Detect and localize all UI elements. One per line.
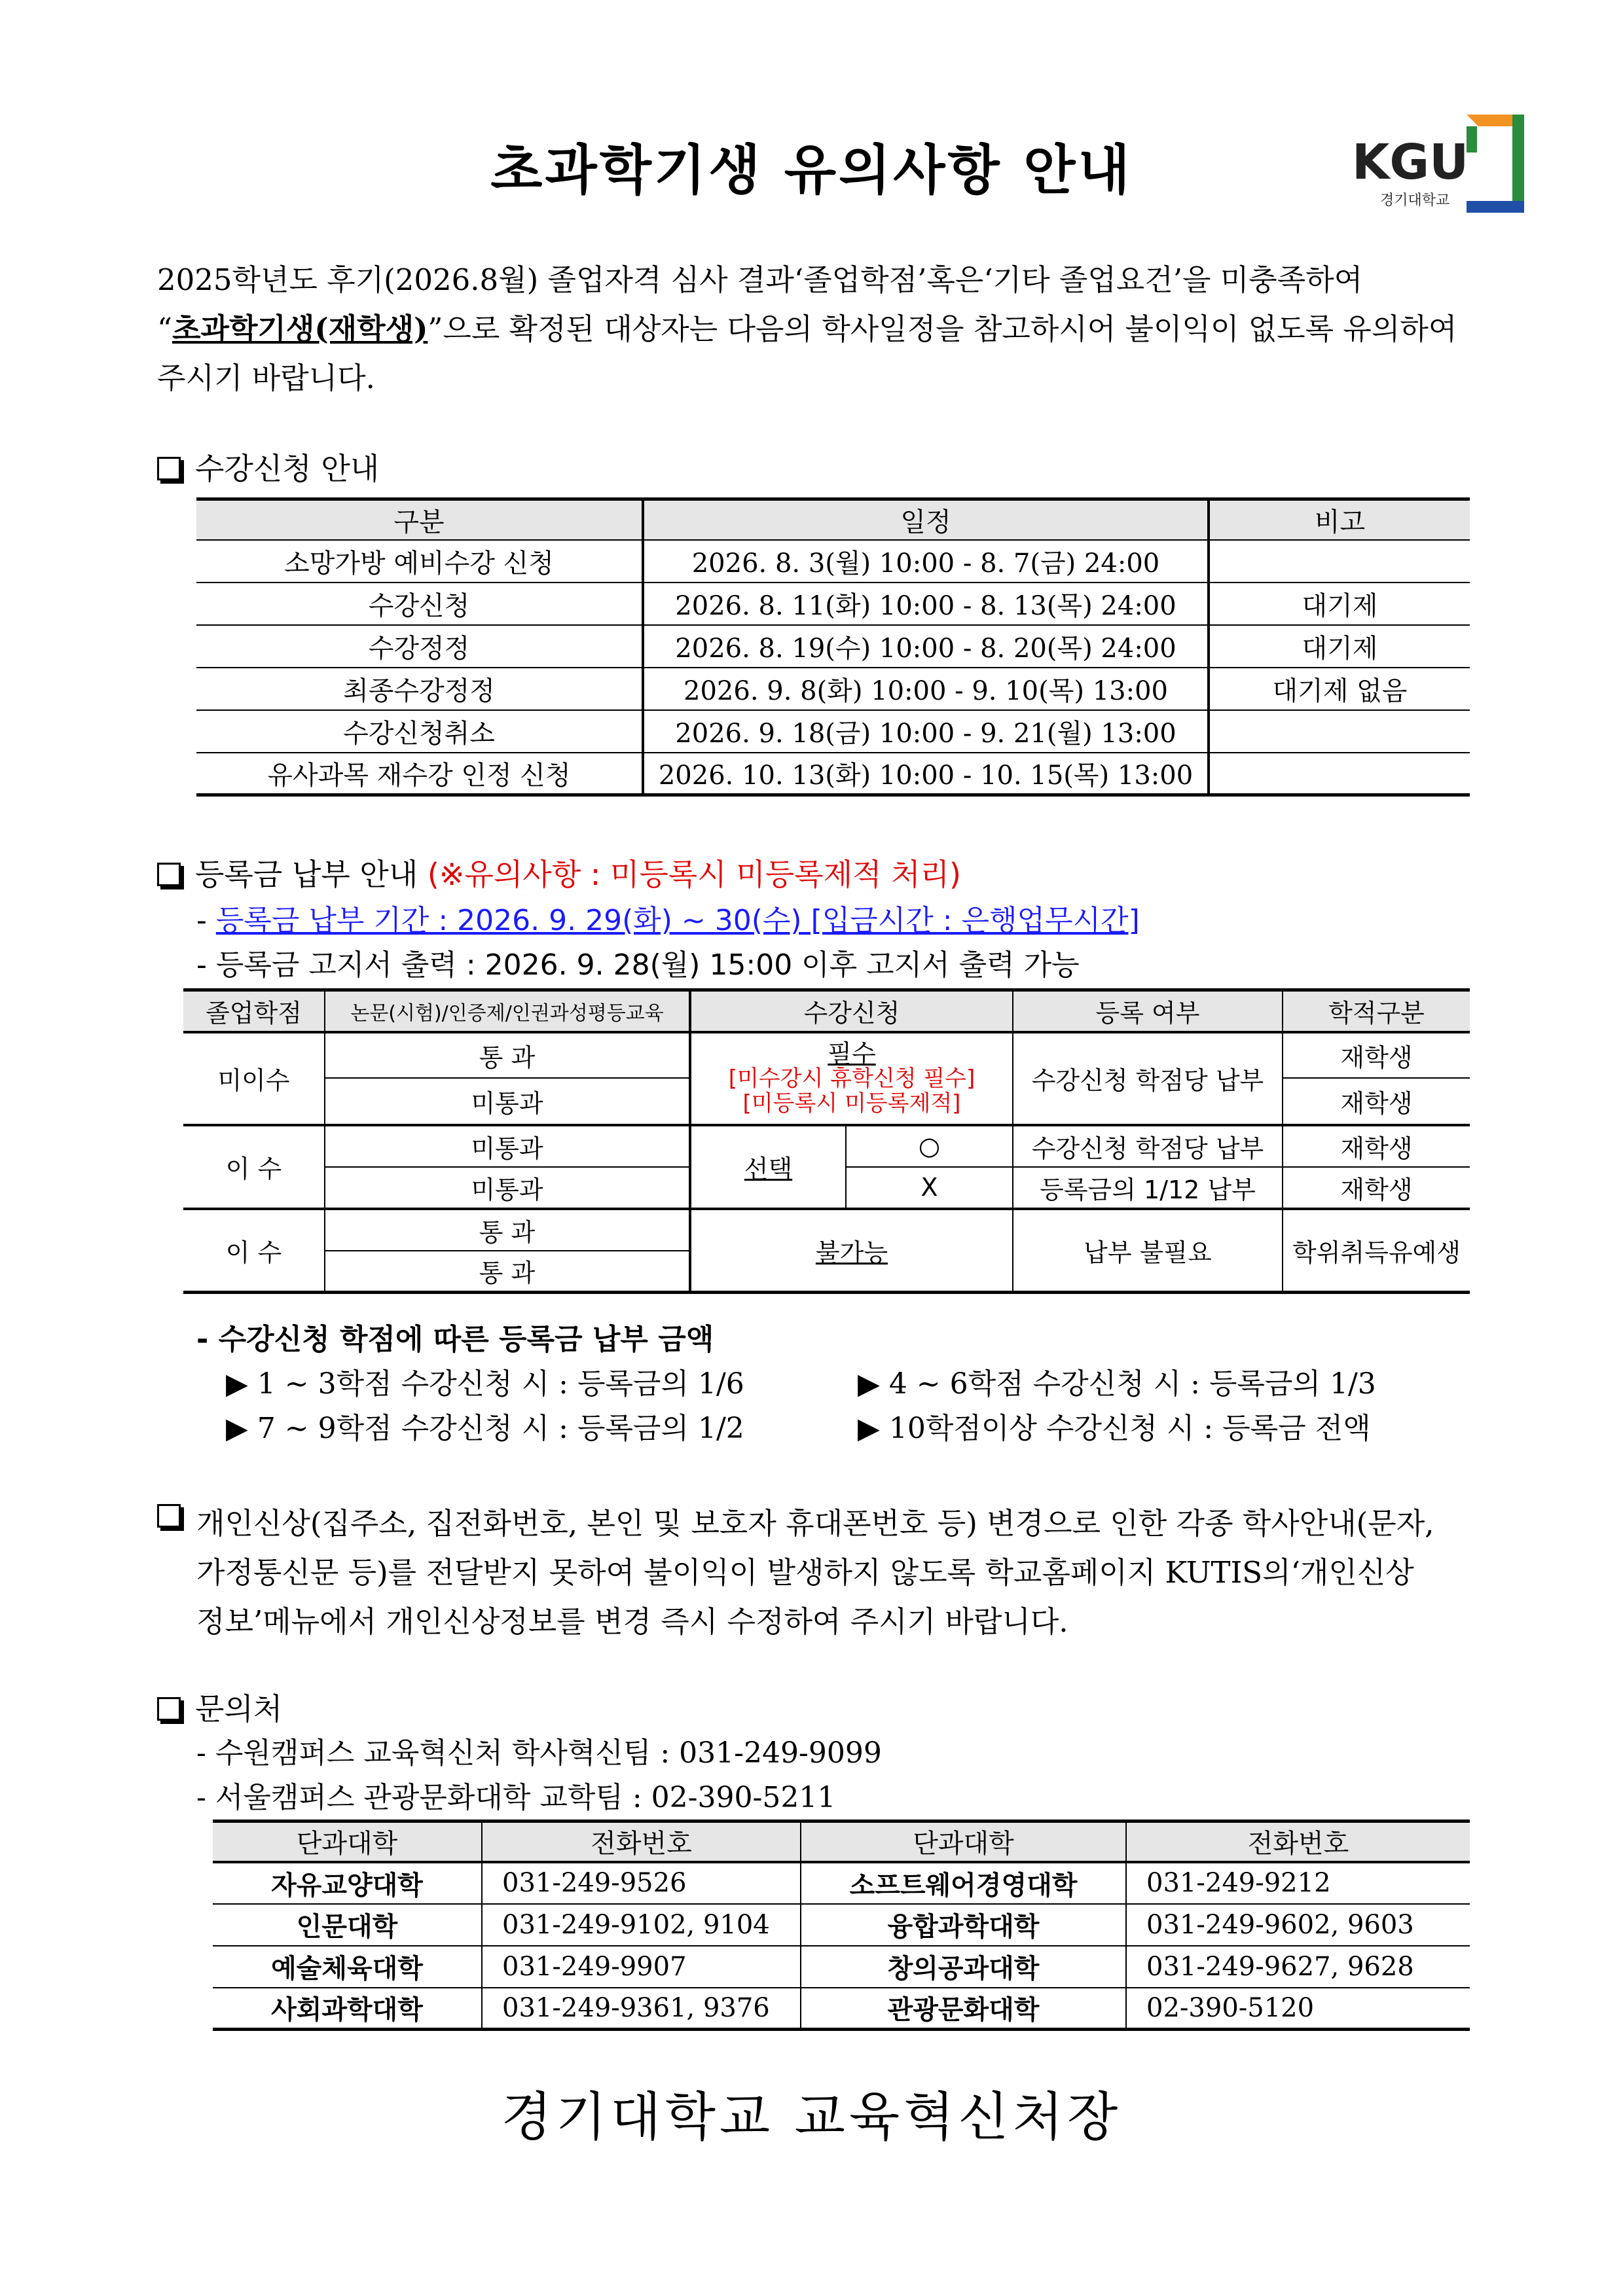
table-row: 수강정정 2026. 8. 19(수) 10:00 - 8. 20(목) 24:00 대기제 — [196, 625, 1470, 668]
contact-table — [213, 1820, 1470, 2031]
section-tuition — [157, 851, 961, 894]
tuition-bill-print: - 등록금 고지서 출력 : 2026. 9. 28(월) 15:00 이후 고지서 출력 가능 — [196, 948, 1080, 982]
section-heading: 문의처 — [195, 1691, 283, 1727]
intro-line-2-rest: ”으로 확정된 대상자는 다음의 학사일정을 참고하시어 불이익이 없도록 유의하여 — [428, 312, 1457, 346]
personal-info-line: 개인신상(집주소, 집전화번호, 본인 및 보호자 휴대폰번호 등) 변경으로 인한 각종 학사안내(문자, — [196, 1506, 1434, 1541]
contact-suwon: - 수원캠퍼스 교육혁신처 학사혁신팀 : 031-249-9099 — [196, 1736, 882, 1770]
contact-seoul: - 서울캠퍼스 관광문화대학 교학팀 : 02-390-5211 — [196, 1781, 836, 1814]
col-header: 졸업학점 — [183, 990, 325, 1032]
table-row: 이 수 통 과 불가능 납부 불필요 학위취득유예생 — [183, 1209, 1470, 1251]
table-row: 미이수 통 과 필수 [미수강시 휴학신청 필수] [미등록시 미등록제적] 수강신청 학점당 납부 재학생 — [183, 1032, 1470, 1078]
checkbox-bullet-icon — [157, 1697, 181, 1721]
table-row: 소망가방 예비수강 신청 2026. 8. 3(월) 10:00 - 8. 7(금) 24:00 — [196, 540, 1470, 583]
col-header: 단과대학 — [801, 1821, 1126, 1862]
intro-quote: “ — [157, 312, 173, 346]
personal-info-line: 가정통신문 등)를 전달받지 못하여 불이익이 발생하지 않도록 학교홈페이지 KUTIS의‘개인신상 — [196, 1555, 1414, 1590]
amount-heading: - 수강신청 학점에 따른 등록금 납부 금액 — [196, 1323, 714, 1356]
col-header: 구분 — [196, 499, 643, 540]
section-contact — [157, 1685, 282, 1729]
col-header: 비고 — [1209, 499, 1470, 540]
table-row: 유사과목 재수강 인정 신청 2026. 10. 13(화) 10:00 - 10. 15(목) 13:00 — [196, 753, 1470, 795]
col-header: 수강신청 — [690, 990, 1013, 1032]
table-row: 이 수 미통과 선택 ○ 수강신청 학점당 납부 재학생 — [183, 1125, 1470, 1167]
amount-item: ▶ 10학점이상 수강신청 시 : 등록금 전액 — [858, 1412, 1371, 1445]
col-header: 전화번호 — [1126, 1821, 1470, 1862]
logo-subtitle-text: 경기대학교 — [1380, 192, 1450, 209]
table-row: 미통과 재학생 — [183, 1078, 1470, 1125]
table-row: 수강신청취소 2026. 9. 18(금) 10:00 - 9. 21(월) 13:00 — [196, 710, 1470, 753]
amount-item: ▶ 7 ~ 9학점 수강신청 시 : 등록금의 1/2 — [226, 1412, 744, 1445]
table-row: 통 과 — [183, 1251, 1470, 1293]
checkbox-bullet-icon — [157, 1504, 181, 1528]
table-row: 예술체육대학 031-249-9907 창의공과대학 031-249-9627, 9628 — [213, 1946, 1470, 1988]
section-heading: 등록금 납부 안내 — [195, 857, 418, 892]
col-header: 일정 — [643, 499, 1209, 540]
tuition-warning: (※유의사항 : 미등록시 미등록제적 처리) — [427, 857, 961, 892]
personal-info-line: 정보’메뉴에서 개인신상정보를 변경 즉시 수정하여 주시기 바랍니다. — [196, 1604, 1068, 1639]
schedule-table — [196, 497, 1470, 797]
col-header: 등록 여부 — [1013, 990, 1283, 1032]
intro-line-3: 주시기 바랍니다. — [157, 361, 375, 395]
intro-highlight: 초과학기생(재학생) — [172, 312, 428, 346]
tuition-period-link[interactable]: 등록금 납부 기간 : 2026. 9. 29(화) ~ 30(수) [입금시간 : 은행업무시간] — [215, 904, 1140, 937]
kgu-logo — [1349, 108, 1539, 219]
col-header: 논문(시험)/인증제/인권과성평등교육 — [325, 990, 690, 1032]
checkbox-bullet-icon — [157, 863, 181, 886]
section-course-registration — [157, 445, 379, 488]
issuer-signature: 경기대학교 교육혁신처장 — [501, 2087, 1122, 2147]
logo-brand-text: KGU — [1352, 134, 1469, 190]
section-heading: 수강신청 안내 — [195, 451, 380, 486]
intro-line-2 — [157, 304, 1473, 353]
checkbox-bullet-icon — [157, 457, 181, 480]
required-cell: 필수 [미수강시 휴학신청 필수] [미등록시 미등록제적] — [690, 1032, 1013, 1125]
table-row: 자유교양대학 031-249-9526 소프트웨어경영대학 031-249-9212 — [213, 1862, 1470, 1904]
section-personal-info — [157, 1499, 195, 1534]
amount-item: ▶ 4 ~ 6학점 수강신청 시 : 등록금의 1/3 — [858, 1367, 1376, 1401]
table-row: 최종수강정정 2026. 9. 8(화) 10:00 - 9. 10(목) 13:00 대기제 없음 — [196, 668, 1470, 710]
table-row: 수강신청 2026. 8. 11(화) 10:00 - 8. 13(목) 24:00 대기제 — [196, 583, 1470, 625]
amount-item: ▶ 1 ~ 3학점 수강신청 시 : 등록금의 1/6 — [226, 1367, 744, 1401]
col-header: 단과대학 — [213, 1821, 482, 1862]
table-row: 사회과학대학 031-249-9361, 9376 관광문화대학 02-390-5120 — [213, 1988, 1470, 2030]
page-title: 초과학기생 유의사항 안내 — [490, 139, 1133, 202]
table-row: 인문대학 031-249-9102, 9104 융합과학대학 031-249-9602, 9603 — [213, 1904, 1470, 1946]
tuition-period: - 등록금 납부 기간 : 2026. 9. 29(화) ~ 30(수) [입금시간 : 은행업무시간] — [196, 904, 1140, 937]
col-header: 전화번호 — [482, 1821, 801, 1862]
intro-line-1: 2025학년도 후기(2026.8월) 졸업자격 심사 결과‘졸업학점’혹은‘기타 졸업요건’을 미충족하여 — [157, 262, 1363, 297]
kgu-logo-mark — [1349, 108, 1539, 219]
table-row: 미통과 X 등록금의 1/12 납부 재학생 — [183, 1167, 1470, 1209]
tuition-table — [183, 988, 1470, 1294]
col-header: 학적구분 — [1283, 990, 1470, 1032]
